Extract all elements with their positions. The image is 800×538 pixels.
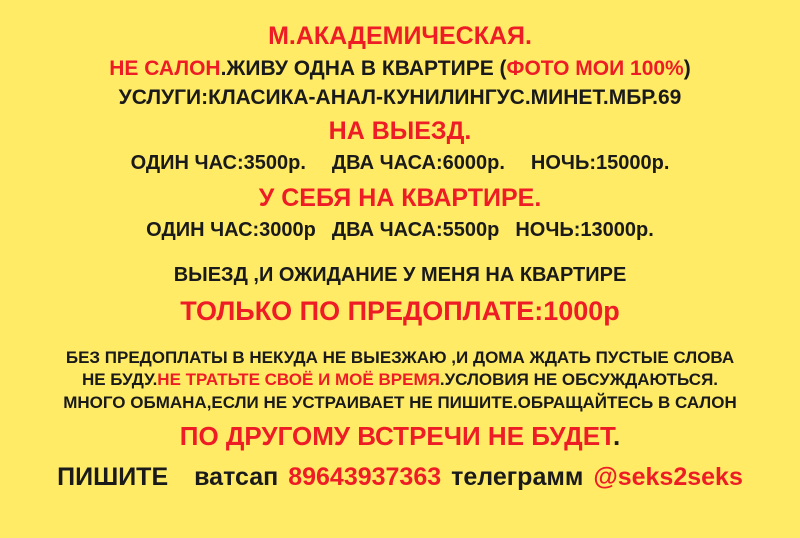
incall-price-two-hours: ДВА ЧАСА:5500р: [331, 219, 500, 242]
final-warning-text: ПО ДРУГОМУ ВСТРЕЧИ НЕ БУДЕТ: [179, 420, 613, 451]
outcall-price-one-hour: ОДИН ЧАС:3500р.: [130, 152, 306, 175]
incall-price-one-hour: ОДИН ЧАС:3000р: [146, 219, 316, 242]
outcall-price-night: НОЧЬ:15000р.: [530, 152, 670, 175]
phone-number[interactable]: 89643937363: [288, 462, 442, 491]
fine-print-2-highlight: НЕ ТРАТЬТЕ СВОЁ И МОЁ ВРЕМЯ: [157, 370, 440, 390]
not-salon-text: .ЖИВУ ОДНА В КВАРТИРЕ (: [220, 57, 507, 80]
fine-print-line-2: [14, 370, 786, 389]
outcall-price-two-hours: ДВА ЧАСА:6000р.: [331, 152, 505, 175]
fine-print-2-end: .УСЛОВИЯ НЕ ОБСУЖДАЮТЬСЯ.: [439, 370, 719, 390]
final-warning-dot: .: [612, 420, 621, 451]
services-line: УСЛУГИ:КЛАСИКА-АНАЛ-КУНИЛИНГУС.МИНЕТ.МБР.69: [118, 85, 682, 109]
contact-write-label: ПИШИТЕ: [57, 462, 169, 491]
outcall-prices: [14, 152, 786, 174]
fine-print-2-start: НЕ БУДУ.: [81, 370, 158, 390]
prepayment-note: ТОЛЬКО ПО ПРЕДОПЛАТЕ:1000р: [180, 296, 620, 327]
outcall-header: НА ВЫЕЗД.: [328, 117, 472, 146]
not-salon-tail: ): [683, 57, 691, 80]
incall-price-night: НОЧЬ:13000р.: [515, 219, 654, 242]
waiting-note: ВЫЕЗД ,И ОЖИДАНИЕ У МЕНЯ НА КВАРТИРЕ: [173, 263, 627, 286]
whatsapp-label: ватсап: [194, 462, 279, 491]
fine-print-line-1: БЕЗ ПРЕДОПЛАТЫ В НЕКУДА НЕ ВЫЕЗЖАЮ ,И ДОМА ЖДАТЬ ПУСТЫЕ СЛОВА: [65, 348, 735, 368]
not-salon-line: [14, 57, 786, 81]
incall-prices: [14, 219, 786, 241]
fine-print-line-3: МНОГО ОБМАНА,ЕСЛИ НЕ УСТРАИВАЕТ НЕ ПИШИТЕ.ОБРАЩАЙТЕСЬ В САЛОН: [63, 392, 737, 412]
telegram-handle[interactable]: @seks2seks: [593, 462, 743, 491]
photos-highlight: ФОТО МОИ 100%: [506, 57, 684, 80]
poster-title: М.АКАДЕМИЧЕСКАЯ.: [268, 22, 532, 50]
contacts-line: [14, 463, 786, 491]
incall-header: У СЕБЯ НА КВАРТИРЕ.: [258, 184, 542, 213]
telegram-label: телеграмм: [451, 462, 584, 491]
not-salon-highlight: НЕ САЛОН: [109, 57, 221, 80]
final-warning: [14, 422, 786, 451]
